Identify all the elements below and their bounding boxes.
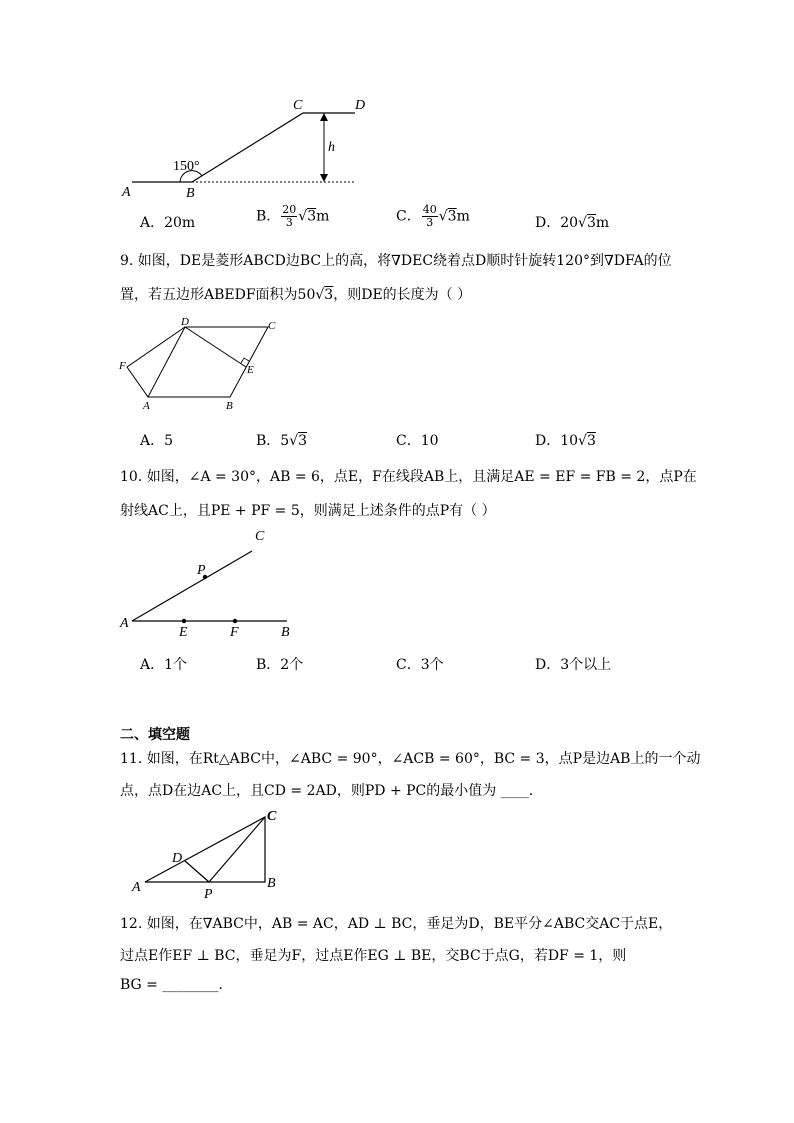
label-h: h <box>328 140 335 155</box>
diagonal-da <box>148 327 185 397</box>
q11-line2: 点，点D在边AC上，且CD = 2AD，则PD + PC的最小值为 ____. <box>120 783 534 799</box>
q10-line2: 射线AC上，且PE + PF = 5，则满足上述条件的点P有（ ） <box>120 503 496 519</box>
label-f: F <box>119 360 126 372</box>
q10-figure <box>110 520 310 645</box>
q9-line2-rad: 3 <box>324 287 334 303</box>
q11-figure <box>120 805 290 900</box>
q9-option-a: A．5 <box>140 433 174 449</box>
q8-option-c-num: 40 <box>422 203 437 216</box>
q8-option-d-unit: m <box>595 215 610 231</box>
point-e <box>182 619 186 623</box>
label-p: P <box>204 887 213 902</box>
right-angle-mark <box>241 358 249 363</box>
label-a: A <box>122 185 131 200</box>
q12-line1: 12. 如图，在∇ABC中，AB = AC，AD ⊥ BC，垂足为D，BE平分∠ABC交AC于点E， <box>120 916 673 932</box>
q9-option-c: C．10 <box>396 433 439 449</box>
q8-option-d-prefix: D．20 <box>535 215 579 231</box>
q9-option-b-prefix: B．5 <box>256 433 290 449</box>
q8-option-b-fraction <box>281 204 297 229</box>
label-c: C <box>268 320 276 332</box>
label-b: B <box>267 876 276 891</box>
q8-option-c-unit: m <box>456 208 470 225</box>
q8-option-b: B． $\frac{20}{3}$ √3m <box>256 203 330 229</box>
angle-label: 150° <box>173 159 200 174</box>
q8-figure <box>110 90 370 205</box>
q8-option-b-rad: 3 <box>307 208 317 225</box>
section-title-fill-in: 二、填空题 <box>120 727 190 743</box>
label-a: A <box>143 400 150 412</box>
q8-option-d: D．20√3m <box>535 215 610 231</box>
label-p: P <box>197 563 206 578</box>
q8-option-c-rad: 3 <box>447 208 457 225</box>
label-e: E <box>247 364 254 376</box>
label-d: D <box>172 851 183 866</box>
q12-line2: 过点E作EF ⊥ BC，垂足为F，过点E作EG ⊥ BE，交BC于点G，若DF = 1，则 <box>120 948 627 964</box>
q9-option-d-prefix: D．10 <box>535 433 579 449</box>
label-b: B <box>186 186 195 201</box>
label-c: C <box>293 98 303 113</box>
segment-de <box>185 327 246 367</box>
label-f: F <box>230 625 239 640</box>
label-a: A <box>132 880 141 895</box>
slope-line <box>192 113 303 182</box>
q9-line1: 9. 如图，DE是菱形ABCD边BC上的高，将∇DEC绕着点D顺时针旋转120°到∇DFA的位 <box>120 253 672 269</box>
q9-line2-b: ，则DE的长度为（ ） <box>333 287 472 303</box>
q9-line2: 置，若五边形ABEDF面积为50√3，则DE的长度为（ ） <box>120 287 472 303</box>
q9-option-d-rad: 3 <box>586 433 596 449</box>
q10-option-d: D．3个以上 <box>535 657 612 673</box>
label-a: A <box>120 616 129 631</box>
q8-option-c-prefix: C． <box>396 208 421 225</box>
q10-option-a: A．1个 <box>140 657 188 673</box>
q8-option-b-den: 3 <box>285 216 293 229</box>
q9-option-b-rad: 3 <box>298 433 308 449</box>
q9-line2-a: 置，若五边形ABEDF面积为50 <box>120 287 316 303</box>
triangle-abc <box>145 817 265 882</box>
segment-pc <box>209 817 265 882</box>
label-d: D <box>181 316 189 328</box>
q8-option-c: C． $\frac{40}{3}$ √3m <box>396 203 470 229</box>
q8-option-c-fraction <box>422 204 438 229</box>
q9-figure <box>110 315 290 415</box>
label-d: D <box>355 98 366 113</box>
segment-dp <box>185 861 209 882</box>
arrow-head-down <box>320 174 328 182</box>
q8-option-b-num: 20 <box>282 203 297 216</box>
rhombus-and-pentagon-outline <box>127 327 268 397</box>
q9-option-d: D．10√3 <box>535 433 596 449</box>
label-c: C <box>267 809 277 824</box>
q8-option-c-den: 3 <box>426 216 434 229</box>
q10-line1: 10. 如图，∠A = 30°，AB = 6，点E，F在线段AB上，且满足AE = EF = FB = 2，点P在 <box>120 469 697 485</box>
q12-line3: BG = ________. <box>120 977 223 993</box>
label-b: B <box>226 400 233 412</box>
q10-option-b: B．2个 <box>256 657 304 673</box>
label-c: C <box>255 529 265 544</box>
q8-option-b-unit: m <box>316 208 330 225</box>
arrow-head-up <box>320 113 328 121</box>
q11-line1: 11. 如图，在Rt△ABC中，∠ABC = 90°，∠ACB = 60°，BC = 3，点P是边AB上的一个动 <box>120 751 701 767</box>
label-e: E <box>179 625 188 640</box>
q9-option-b: B．5√3 <box>256 433 308 449</box>
q10-option-c: C．3个 <box>396 657 444 673</box>
point-f <box>233 619 237 623</box>
q8-option-a: A．20m <box>140 215 196 231</box>
ray-ac <box>132 551 252 621</box>
q8-option-b-prefix: B． <box>256 208 281 225</box>
q8-option-d-rad: 3 <box>586 215 596 231</box>
label-b: B <box>281 625 290 640</box>
